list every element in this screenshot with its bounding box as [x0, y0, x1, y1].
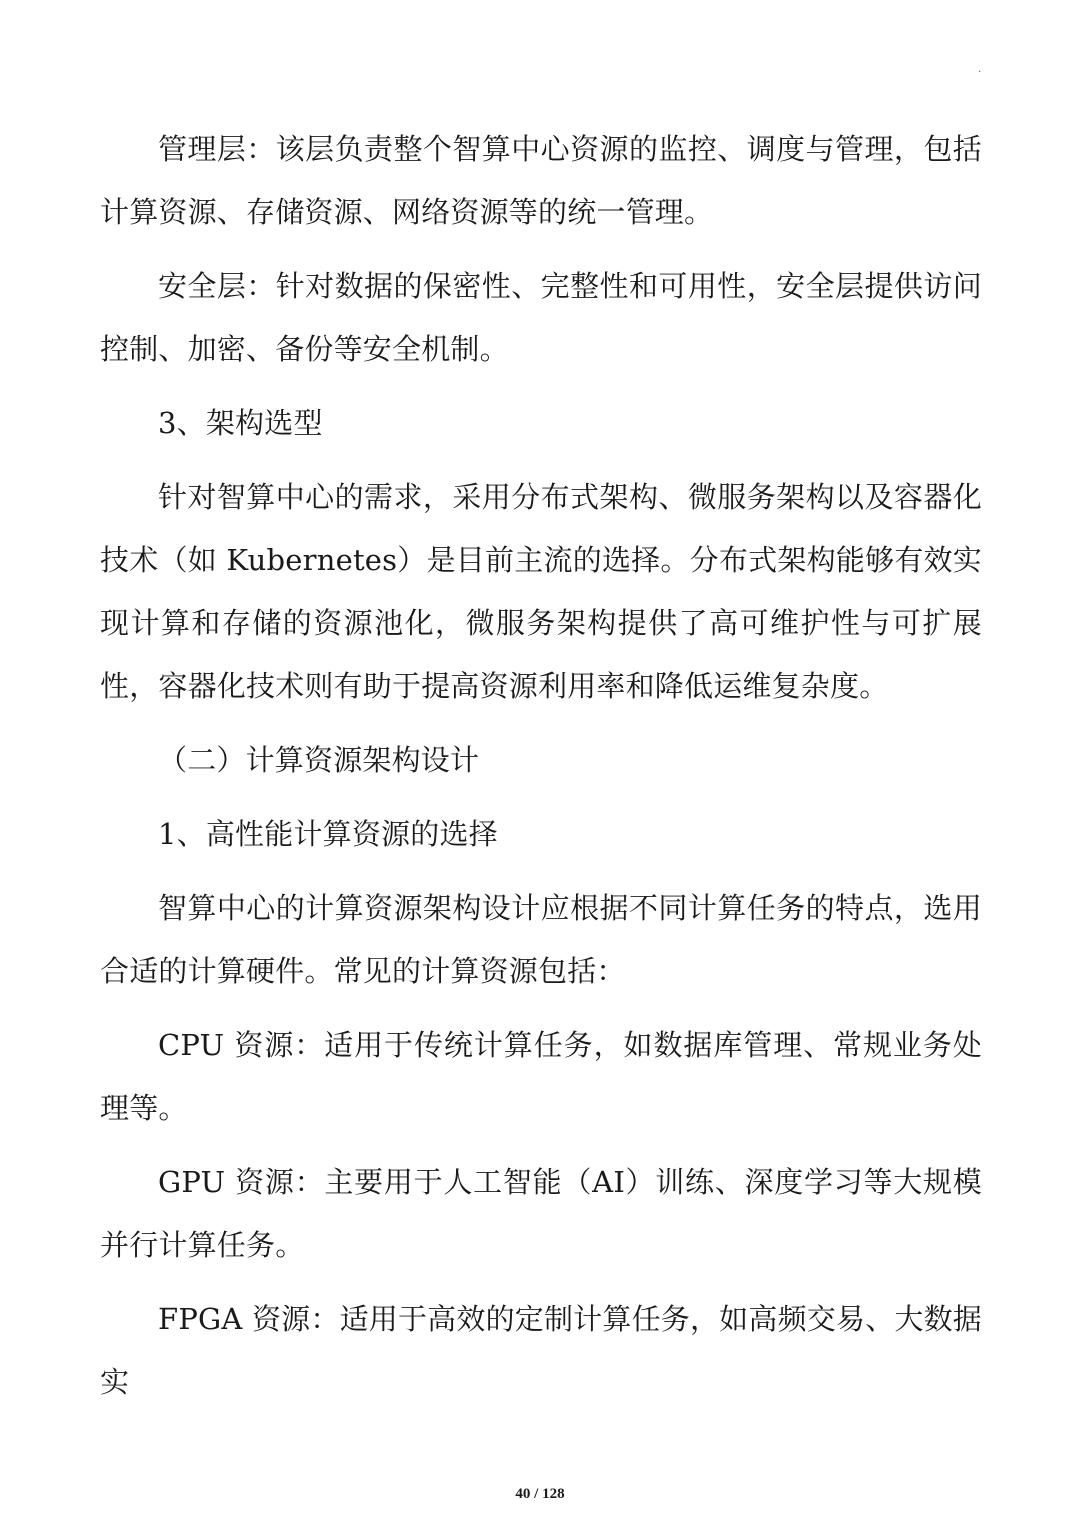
paragraph-architecture-selection: 针对智算中心的需求，采用分布式架构、微服务架构以及容器化技术（如 Kubernetes）是目前主流的选择。分布式架构能够有效实现计算和存储的资源池化，微服务架构提供了高可维护性与可扩展性，容器化技术则有助于提高资源利用率和降低运维复杂度。	[100, 480, 982, 703]
paragraph-fpga: FPGA 资源：适用于高效的定制计算任务，如高频交易、大数据实	[100, 1302, 982, 1399]
paragraph-management-layer: 管理层：该层负责整个智算中心资源的监控、调度与管理，包括计算资源、存储资源、网络资源等的统一管理。	[100, 132, 982, 229]
body-text	[100, 118, 982, 1414]
paragraph-cpu: CPU 资源：适用于传统计算任务，如数据库管理、常规业务处理等。	[100, 1028, 982, 1125]
heading-architecture-selection: 3、架构选型	[158, 406, 323, 440]
page-number: 40 / 128	[515, 1486, 565, 1502]
heading-compute-architecture: （二）计算资源架构设计	[158, 743, 480, 777]
paragraph-gpu: GPU 资源：主要用于人工智能（AI）训练、深度学习等大规模并行计算任务。	[100, 1165, 982, 1262]
paragraph-security-layer: 安全层：针对数据的保密性、完整性和可用性，安全层提供访问控制、加密、备份等安全机制。	[100, 269, 982, 366]
paragraph-compute-design: 智算中心的计算资源架构设计应根据不同计算任务的特点，选用合适的计算硬件。常见的计算资源包括：	[100, 891, 982, 988]
heading-hpc-selection: 1、高性能计算资源的选择	[158, 817, 498, 851]
corner-mark: ·	[978, 67, 982, 78]
